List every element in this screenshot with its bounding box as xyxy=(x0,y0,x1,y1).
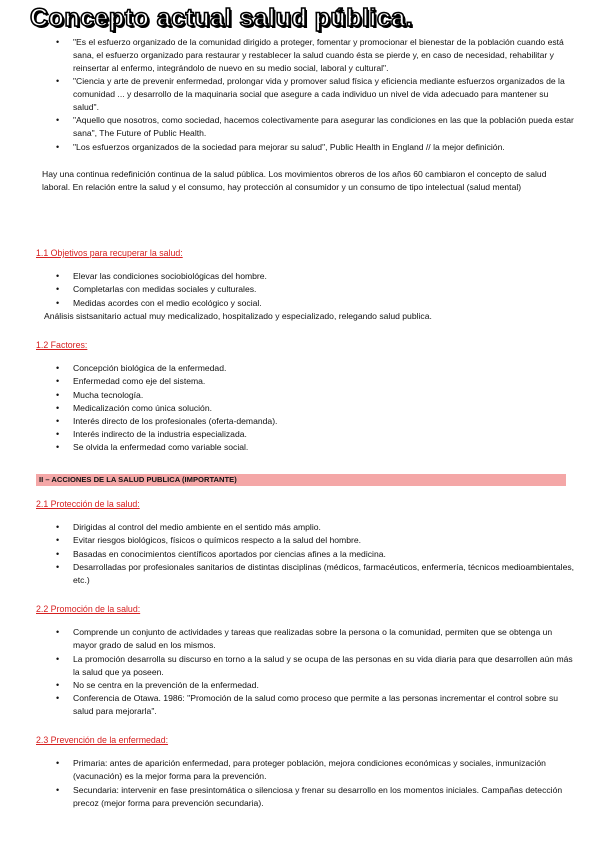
bullet-icon: • xyxy=(56,376,60,387)
list-item xyxy=(36,548,576,561)
bullet-icon: • xyxy=(56,363,60,374)
bullet-icon: • xyxy=(56,37,60,47)
list-item xyxy=(36,141,576,168)
list-item-text: Interés directo de los profesionales (oferta-demanda). xyxy=(73,416,278,427)
list-item-text: Primaria: antes de aparición enfermedad, para proteger población, mejora condiciones económicas y sociales, inmunización (vacunación) es la mejor forma para la prevención. xyxy=(73,758,546,782)
bullet-icon: • xyxy=(56,284,60,295)
list-item xyxy=(36,561,576,587)
list-item-text: Interés indirecto de la industria especializada. xyxy=(73,429,247,440)
bullet-icon: • xyxy=(56,297,60,308)
prevention-list xyxy=(36,757,576,810)
list-item xyxy=(36,415,576,428)
list-item xyxy=(36,784,576,810)
bullet-icon: • xyxy=(56,389,60,400)
bullet-icon: • xyxy=(56,142,60,152)
list-item-text: Elevar las condiciones sociobiológicas del hombre. xyxy=(73,271,267,282)
bullet-icon: • xyxy=(56,784,60,795)
list-item-text: Evitar riesgos biológicos, físicos o químicos respecto a la salud del hombre. xyxy=(73,535,362,546)
section-heading: 1.1 Objetivos para recuperar la salud: xyxy=(36,248,183,258)
list-item xyxy=(36,36,576,75)
list-item-text: Enfermedad como eje del sistema. xyxy=(73,376,206,387)
list-item-text: Se olvida la enfermedad como variable social. xyxy=(73,442,249,453)
bullet-icon: • xyxy=(56,561,60,572)
list-item xyxy=(36,114,576,141)
bullet-icon: • xyxy=(56,680,60,691)
list-item xyxy=(36,757,576,783)
list-item xyxy=(36,75,576,114)
factors-list xyxy=(36,362,576,454)
list-item-text: Conferencia de Otawa. 1986: "Promoción de la salud como proceso que permite a las personas incrementar el control sobre su salud para mejorarla". xyxy=(73,693,559,717)
list-item xyxy=(36,679,576,692)
intro-paragraph: Hay una continua redefinición continua de la salud pública. Los movimientos obreros de los años 60 cambiaron el concepto de salud laboral. En relación entre la salud y el consumo, hay protección al consumidor y un consumo de tipo intelectual (salud mental) xyxy=(42,169,547,193)
list-item xyxy=(36,297,576,310)
list-item xyxy=(36,375,576,388)
bullet-icon: • xyxy=(56,627,60,638)
list-item xyxy=(36,402,576,415)
list-item-text: Concepción biológica de la enfermedad. xyxy=(73,363,227,374)
list-item xyxy=(36,283,576,296)
objectives-section xyxy=(36,247,576,323)
list-item-text: La promoción desarrolla su discurso en torno a la salud y se ocupa de las personas en su vida diaria para que desarrollen aún más la salud que ya poseen. xyxy=(73,653,573,677)
list-item-text: "Es el esfuerzo organizado de la comunidad dirigido a proteger, fomentar y promocionar el bienestar de la población cuando está sana, el esfuerzo organizado para restaurar y restablecer la salud cuando ésta se pierde y, en caso de necesidad, rehabilitar y reinsertar al enfermo, integrándolo de nuevo en su medio social, laboral y cultural". xyxy=(73,37,564,74)
list-item-text: Dirigidas al control del medio ambiente en el sentido más amplio. xyxy=(73,522,321,533)
objectives-note: Análisis sistsanitario actual muy medicalizado, hospitalizado y especializado, relegando salud publica. xyxy=(44,310,432,321)
list-item-text: Mucha tecnología. xyxy=(73,389,144,400)
intro-bullet-list xyxy=(36,36,576,168)
section-heading: 1.2 Factores: xyxy=(36,340,88,350)
list-item-text: Medidas acordes con el medio ecológico y social. xyxy=(73,297,262,308)
list-item-text: Medicalización como única solución. xyxy=(73,402,213,413)
list-item xyxy=(36,389,576,402)
list-item xyxy=(36,441,576,454)
bullet-icon: • xyxy=(56,416,60,427)
list-item-text: "Aquello que nosotros, como sociedad, hacemos colectivamente para asegurar las condiciones en las que la población pueda estar sana", The Future of Public Health. xyxy=(73,115,574,139)
bullet-icon: • xyxy=(56,535,60,546)
bullet-icon: • xyxy=(56,548,60,559)
list-item-text: Comprende un conjunto de actividades y tareas que realizadas sobre la persona o la comunidad, permiten que se obtenga un mayor grado de salud en los mismos. xyxy=(73,627,553,651)
protection-list xyxy=(36,521,576,587)
list-item xyxy=(36,534,576,547)
promotion-list xyxy=(36,626,576,718)
protection-section xyxy=(36,498,576,587)
list-item-text: Secundaria: intervenir en fase presintomática o silenciosa y frenar su desarrollo en los momentos iniciales. Campañas detección precoz (mejor forma para prevención secundaria). xyxy=(73,784,563,808)
list-item-text: No se centra en la prevención de la enfermedad. xyxy=(73,680,259,691)
list-item xyxy=(36,270,576,283)
bullet-icon: • xyxy=(56,653,60,664)
list-item-text: "Ciencia y arte de prevenir enfermedad, prolongar vida y promover salud física y eficiencia mediante esfuerzos organizados de la comunidad ... y desarrollo de la maquinaria social que asegure a cada individuo un nivel de vida adecuado para mantener su salud". xyxy=(73,76,565,113)
bullet-icon: • xyxy=(56,442,60,453)
list-item xyxy=(36,521,576,534)
bullet-icon: • xyxy=(56,115,60,125)
section-banner: II – ACCIONES DE LA SALUD PUBLICA (IMPORTANTE) xyxy=(36,474,566,486)
list-item-text: Basadas en conocimientos científicos aportados por ciencias afines a la medicina. xyxy=(73,548,386,559)
section-heading: 2.2 Promoción de la salud: xyxy=(36,604,141,614)
bullet-icon: • xyxy=(56,693,60,704)
bullet-icon: • xyxy=(56,402,60,413)
bullet-icon: • xyxy=(56,271,60,282)
list-item xyxy=(36,428,576,441)
page-title: Concepto actual salud pública. xyxy=(30,4,414,32)
list-item-text: Desarrolladas por profesionales sanitarios de distintas disciplinas (médicos, farmacéuticos, enfermería, técnicos medioambientales, etc.) xyxy=(73,561,575,586)
bullet-icon: • xyxy=(56,429,60,440)
section-heading: 2.3 Prevención de la enfermedad: xyxy=(36,735,169,745)
intro-section xyxy=(36,36,576,194)
bullet-icon: • xyxy=(56,76,60,86)
list-item-text: Completarlas con medidas sociales y culturales. xyxy=(73,284,257,295)
promotion-section xyxy=(36,603,576,719)
bullet-icon: • xyxy=(56,758,60,769)
objectives-list xyxy=(36,270,576,310)
list-item xyxy=(36,626,576,652)
list-item-text: "Los esfuerzos organizados de la sociedad para mejorar su salud", Public Health in England // la mejor definición. xyxy=(73,142,505,152)
factors-section xyxy=(36,339,576,455)
list-item xyxy=(36,362,576,375)
bullet-icon: • xyxy=(56,522,60,533)
list-item xyxy=(36,653,576,679)
list-item xyxy=(36,692,576,718)
section-heading: 2.1 Protección de la salud: xyxy=(36,499,140,509)
prevention-section xyxy=(36,734,576,810)
